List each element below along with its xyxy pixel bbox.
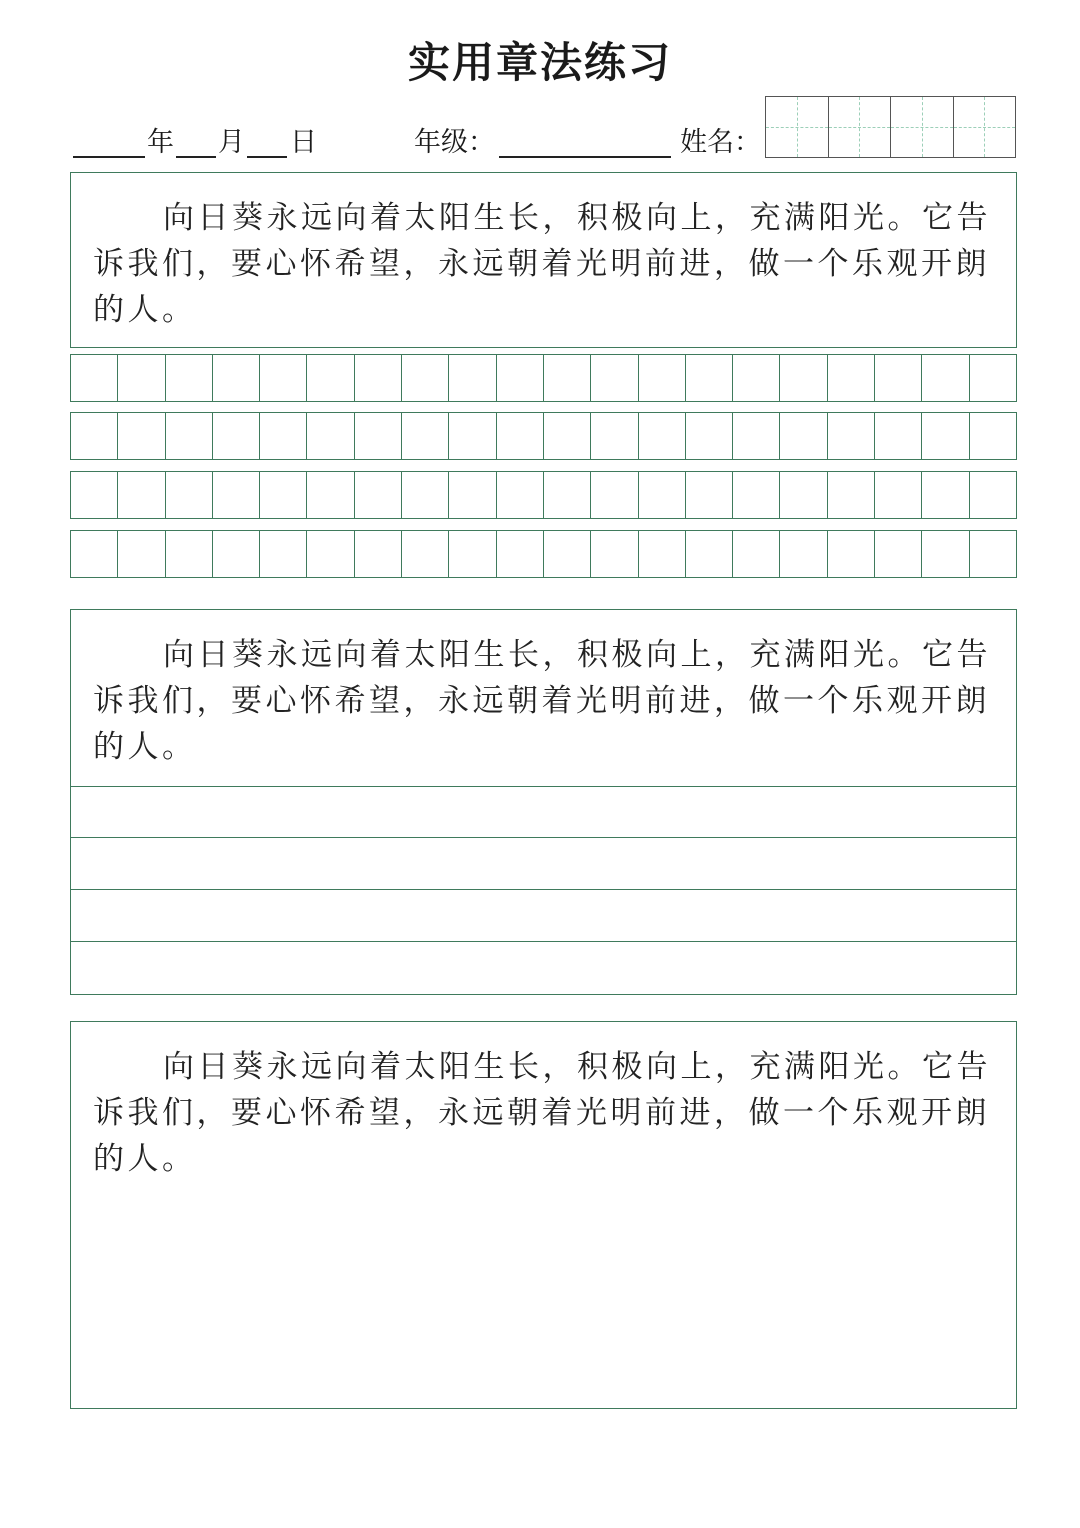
grid-cell[interactable]: [71, 355, 118, 401]
grid-cell[interactable]: [970, 531, 1016, 577]
grid-cell[interactable]: [166, 472, 213, 518]
ruled-line[interactable]: [71, 942, 1016, 994]
grid-cell[interactable]: [402, 413, 449, 459]
grid-cell[interactable]: [639, 355, 686, 401]
grid-cell[interactable]: [591, 355, 638, 401]
grid-cell[interactable]: [307, 413, 354, 459]
ruled-line[interactable]: [71, 786, 1016, 838]
writing-grid-row[interactable]: [70, 471, 1017, 519]
grid-cell[interactable]: [71, 413, 118, 459]
grid-cell[interactable]: [544, 472, 591, 518]
grid-cell[interactable]: [213, 413, 260, 459]
grid-cell[interactable]: [497, 413, 544, 459]
grid-cell[interactable]: [591, 472, 638, 518]
grid-cell[interactable]: [875, 472, 922, 518]
grid-cell[interactable]: [402, 355, 449, 401]
grid-cell[interactable]: [639, 531, 686, 577]
model-passage: 向日葵永远向着太阳生长，积极向上，充满阳光。它告诉我们，要心怀希望，永远朝着光明前进，做一个乐观开朗的人。: [93, 1049, 991, 1177]
grid-cell[interactable]: [544, 531, 591, 577]
grid-cell[interactable]: [118, 531, 165, 577]
grid-cell[interactable]: [780, 355, 827, 401]
grid-cell[interactable]: [733, 355, 780, 401]
grid-cell[interactable]: [307, 531, 354, 577]
passage-box-3[interactable]: [70, 1021, 1017, 1409]
grid-cell[interactable]: [828, 531, 875, 577]
grid-cell[interactable]: [213, 355, 260, 401]
grid-cell[interactable]: [260, 531, 307, 577]
name-cell[interactable]: [829, 97, 892, 157]
grid-cell[interactable]: [780, 531, 827, 577]
writing-grid-row[interactable]: [70, 354, 1017, 402]
grid-cell[interactable]: [922, 472, 969, 518]
name-cell[interactable]: [766, 97, 829, 157]
grid-cell[interactable]: [970, 413, 1016, 459]
grid-cell[interactable]: [970, 355, 1016, 401]
grid-cell[interactable]: [875, 531, 922, 577]
grid-cell[interactable]: [497, 472, 544, 518]
grid-cell[interactable]: [166, 413, 213, 459]
grid-cell[interactable]: [118, 472, 165, 518]
grade-blank[interactable]: [499, 120, 671, 158]
grid-cell[interactable]: [355, 472, 402, 518]
grid-cell[interactable]: [922, 355, 969, 401]
grid-cell[interactable]: [591, 413, 638, 459]
grid-cell[interactable]: [118, 355, 165, 401]
grid-cell[interactable]: [497, 531, 544, 577]
grid-cell[interactable]: [307, 472, 354, 518]
writing-grid-row[interactable]: [70, 530, 1017, 578]
grid-cell[interactable]: [875, 413, 922, 459]
grid-cell[interactable]: [118, 413, 165, 459]
grid-cell[interactable]: [213, 472, 260, 518]
grid-cell[interactable]: [780, 413, 827, 459]
name-label: 姓名：: [680, 127, 761, 158]
ruled-writing-area[interactable]: [70, 786, 1017, 995]
grid-cell[interactable]: [402, 472, 449, 518]
model-passage: 向日葵永远向着太阳生长，积极向上，充满阳光。它告诉我们，要心怀希望，永远朝着光明前进，做一个乐观开朗的人。: [93, 200, 991, 328]
grid-cell[interactable]: [166, 355, 213, 401]
grid-cell[interactable]: [544, 413, 591, 459]
grid-cell[interactable]: [307, 355, 354, 401]
name-grid[interactable]: [765, 96, 1016, 158]
grid-cell[interactable]: [71, 472, 118, 518]
name-cell[interactable]: [891, 97, 954, 157]
ruled-line[interactable]: [71, 890, 1016, 942]
grid-cell[interactable]: [639, 472, 686, 518]
page-title: 实用章法练习: [407, 38, 672, 87]
day-label: 日: [290, 127, 317, 158]
grid-cell[interactable]: [449, 413, 496, 459]
grid-cell[interactable]: [213, 531, 260, 577]
passage-box-1: [70, 172, 1017, 348]
grid-cell[interactable]: [260, 355, 307, 401]
name-cell[interactable]: [954, 97, 1016, 157]
grid-cell[interactable]: [733, 413, 780, 459]
grid-cell[interactable]: [355, 355, 402, 401]
grid-cell[interactable]: [828, 355, 875, 401]
grid-cell[interactable]: [497, 355, 544, 401]
grid-cell[interactable]: [591, 531, 638, 577]
grid-cell[interactable]: [449, 531, 496, 577]
grid-cell[interactable]: [875, 355, 922, 401]
grid-cell[interactable]: [71, 531, 118, 577]
ruled-line[interactable]: [71, 838, 1016, 890]
grid-cell[interactable]: [449, 472, 496, 518]
grid-cell[interactable]: [260, 472, 307, 518]
year-label: 年: [147, 127, 174, 158]
grid-cell[interactable]: [686, 531, 733, 577]
model-passage: 向日葵永远向着太阳生长，积极向上，充满阳光。它告诉我们，要心怀希望，永远朝着光明前进，做一个乐观开朗的人。: [93, 637, 991, 765]
grid-cell[interactable]: [639, 413, 686, 459]
grid-cell[interactable]: [402, 531, 449, 577]
grade-label: 年级：: [414, 127, 495, 158]
grid-cell[interactable]: [544, 355, 591, 401]
grid-cell[interactable]: [970, 472, 1016, 518]
grid-cell[interactable]: [355, 413, 402, 459]
day-blank[interactable]: [247, 120, 287, 158]
writing-grid-row[interactable]: [70, 412, 1017, 460]
grid-cell[interactable]: [686, 355, 733, 401]
grid-cell[interactable]: [733, 472, 780, 518]
grid-cell[interactable]: [260, 413, 307, 459]
grid-cell[interactable]: [733, 531, 780, 577]
grid-cell[interactable]: [828, 413, 875, 459]
month-label: 月: [218, 127, 245, 158]
passage-box-2: [70, 609, 1017, 787]
grid-cell[interactable]: [780, 472, 827, 518]
grid-cell[interactable]: [922, 531, 969, 577]
grid-cell[interactable]: [355, 531, 402, 577]
grid-cell[interactable]: [449, 355, 496, 401]
year-blank[interactable]: [73, 120, 145, 158]
grid-cell[interactable]: [686, 472, 733, 518]
grid-cell[interactable]: [686, 413, 733, 459]
month-blank[interactable]: [176, 120, 216, 158]
grid-cell[interactable]: [828, 472, 875, 518]
grid-cell[interactable]: [922, 413, 969, 459]
grid-cell[interactable]: [166, 531, 213, 577]
